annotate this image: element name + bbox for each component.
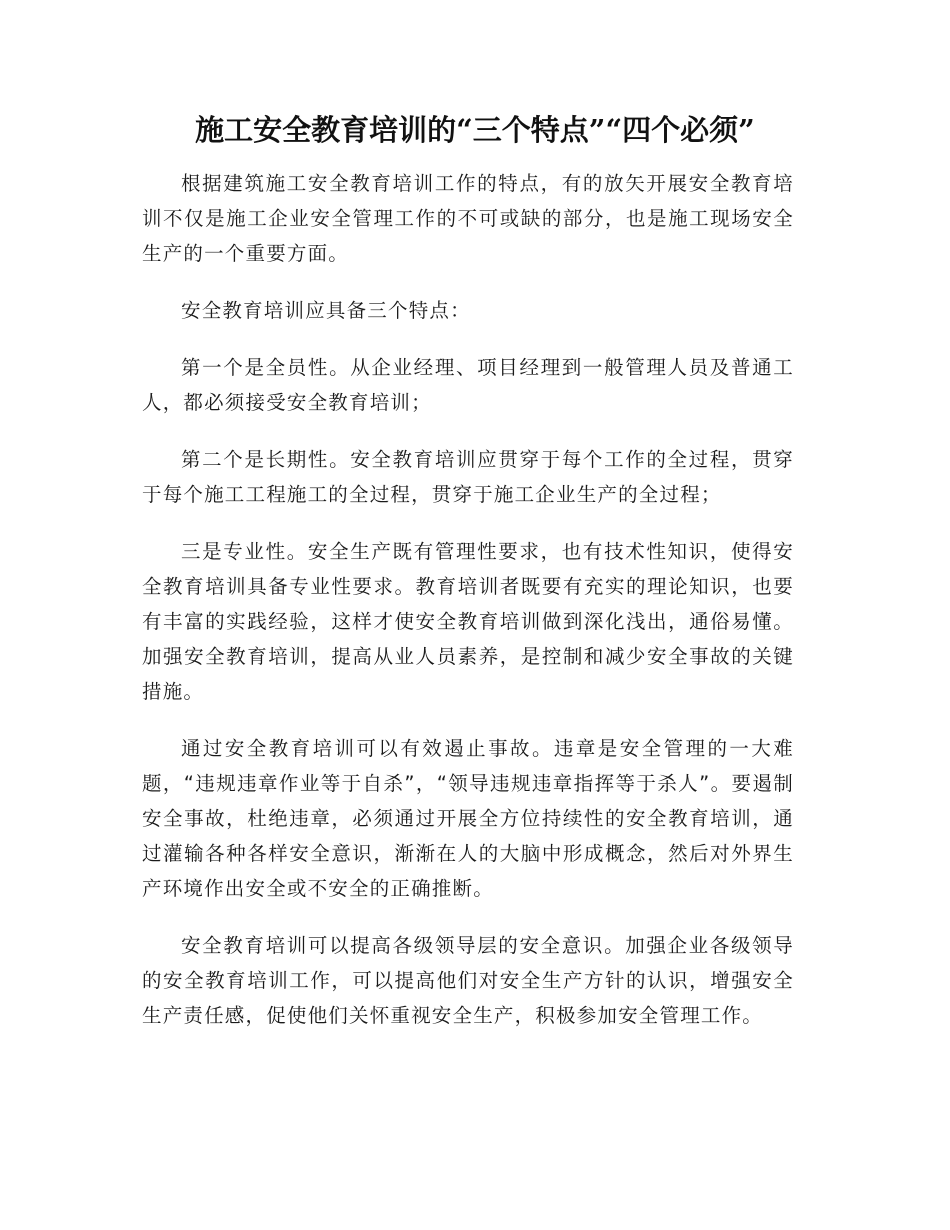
paragraph-feature-professional: 三是专业性。安全生产既有管理性要求，也有技术性知识，使得安全教育培训具备专业性要求。教育培训者既要有充实的理论知识，也要有丰富的实践经验，这样才使安全教育培训做到深化浅出，通俗易懂。加强安全教育培训，提高从业人员素养，是控制和减少安全事故的关键措施。 [142, 540, 794, 703]
document-title: 施工安全教育培训的“三个特点”“四个必须” [195, 113, 755, 147]
paragraph-prevent-accidents: 通过安全教育培训可以有效遏止事故。违章是安全管理的一大难题，“违规违章作业等于自杀”，“领导违规违章指挥等于杀人”。要遏制安全事故，杜绝违章，必须通过开展全方位持续性的安全教育培训，通过灌输各种各样安全意识，渐渐在人的大脑中形成概念，然后对外界生产环境作出安全或不安全的正确推断。 [142, 737, 794, 900]
document-body [142, 166, 794, 1055]
paragraph-leadership-awareness: 安全教育培训可以提高各级领导层的安全意识。加强企业各级领导的安全教育培训工作，可以提高他们对安全生产方针的认识，增强安全生产责任感，促使他们关怀重视安全生产，积极参加安全管理工作。 [142, 934, 794, 1027]
paragraph-three-features: 安全教育培训应具备三个特点： [181, 299, 471, 322]
paragraph-feature-universality: 第一个是全员性。从企业经理、项目经理到一般管理人员及普通工人，都必须接受安全教育培训； [142, 356, 794, 414]
paragraph-feature-longterm: 第二个是长期性。安全教育培训应贯穿于每个工作的全过程，贯穿于每个施工工程施工的全过程，贯穿于施工企业生产的全过程； [142, 448, 794, 506]
paragraph-intro: 根据建筑施工安全教育培训工作的特点，有的放矢开展安全教育培训不仅是施工企业安全管理工作的不可或缺的部分，也是施工现场安全生产的一个重要方面。 [142, 172, 794, 265]
